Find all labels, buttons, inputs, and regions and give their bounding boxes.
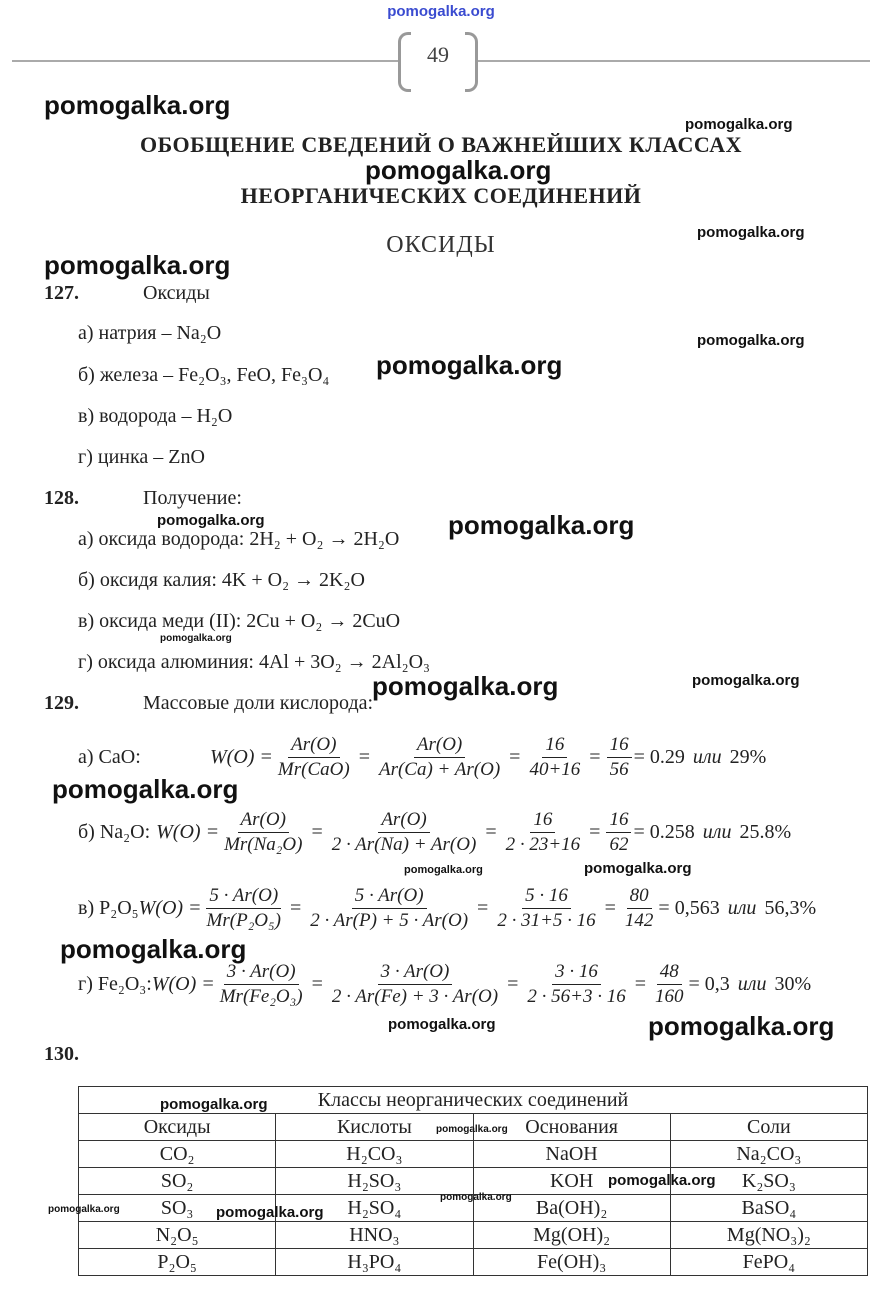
table-row	[79, 1168, 868, 1195]
table-cell: Fe(OH)₃	[473, 1249, 670, 1276]
fraction: $\frac{Ar(O)}{Ar(Ca) + Ar(O)}$	[378, 734, 501, 780]
table-row	[79, 1249, 868, 1276]
table-cell: SO₃	[79, 1195, 276, 1222]
equation-prefix: в) P₂O₅	[78, 897, 139, 919]
task-127-item: в) водорода – H₂O	[78, 405, 233, 427]
equation-lhs: W(O) =	[138, 897, 202, 919]
table-cell: CO₂	[79, 1141, 276, 1168]
watermark: pomogalka.org	[440, 1192, 512, 1203]
page-number: 49	[427, 42, 449, 67]
task-127-number: 127.	[44, 282, 79, 304]
equation-percent: 25.8%	[739, 821, 792, 843]
watermark: pomogalka.org	[608, 1172, 716, 1189]
fraction: $\frac{16}{62}$	[606, 808, 631, 857]
column-header: Соли	[670, 1114, 867, 1141]
equation-prefix: г) Fe₂O₃:	[78, 973, 152, 995]
table-cell: Mg(OH)₂	[473, 1222, 670, 1249]
watermark: pomogalka.org	[44, 250, 231, 280]
task-129-number: 129.	[44, 692, 79, 714]
watermark: pomogalka.org	[448, 510, 635, 540]
table-cell: NaOH	[473, 1141, 670, 1168]
equation-or: или	[692, 746, 722, 768]
watermark: pomogalka.org	[697, 332, 805, 349]
table-cell: H₂SO₃	[276, 1168, 473, 1195]
equation-percent: 56,3%	[764, 897, 817, 919]
fraction: $\frac{16}{40+16}$	[529, 734, 581, 780]
task-127-item: б) железа – Fe₂O₃, FeO, Fe₃O₄	[78, 364, 330, 386]
equation-prefix: б) Na₂O:	[78, 821, 151, 843]
header-rule-right	[476, 60, 870, 62]
equation-or: или	[737, 973, 767, 995]
fraction: $\frac{16}{56}$	[607, 733, 632, 782]
watermark: pomogalka.org	[697, 224, 805, 241]
equation-result: = 0,563	[658, 897, 720, 919]
equation-prefix: а) CaO:	[78, 746, 141, 768]
table-cell: K₂SO₃	[670, 1168, 867, 1195]
fraction: $\frac{Ar(O)}{\text{Mr(CaO)}}$	[277, 734, 350, 780]
task-128-item: г) оксида алюминия: 4Al + 3O₂ → 2Al₂O₃	[78, 651, 431, 673]
table-row	[79, 1222, 868, 1249]
column-header: Основания	[473, 1114, 670, 1141]
table-cell: H₂CO₃	[276, 1141, 473, 1168]
watermark: pomogalka.org	[160, 1096, 268, 1113]
table-cell: KOH	[473, 1168, 670, 1195]
fraction: $\frac{80}{142}$	[624, 885, 654, 931]
watermark: pomogalka.org	[160, 633, 232, 644]
watermark: pomogalka.org	[365, 155, 552, 185]
watermark: pomogalka.org	[52, 774, 239, 804]
fraction: $\frac{5 \cdot 16}{2 \cdot 31+5 \cdot 16}$	[497, 885, 596, 931]
fraction: $\frac{3 \cdot 16}{2 \cdot 56+3 \cdot 16}$	[527, 961, 626, 1007]
task-130-number: 130.	[44, 1043, 79, 1065]
mass-fraction-equation-c: в) P₂O₅ W(O) = $\frac{5 \cdot Ar(O)}{\text{Mr(P₂O₅)}}$ = $\frac{5 \cdot Ar(O)}{2 \cdot Ar(P) + 5 \cdot Ar(O)}$ = $\frac{5 \cdot 16}{2 \cdot 31+5 \cdot 16}$ = $\frac{80}{142}$ = 0,563 или 56,3%	[78, 885, 817, 931]
top-watermark: pomogalka.org	[387, 3, 495, 20]
watermark: pomogalka.org	[376, 350, 563, 380]
mass-fraction-equation-a: а) CaO: W(O) = $\frac{Ar(O)}{\text{Mr(CaO)}}$ = $\frac{Ar(O)}{Ar(Ca) + Ar(O)}$ = $\frac{16}{40+16}$ = $\frac{16}{56}$ = 0.29 или 29%	[78, 734, 767, 780]
table-cell: HNO₃	[276, 1222, 473, 1249]
watermark: pomogalka.org	[44, 90, 231, 120]
table-cell: BaSO₄	[670, 1195, 867, 1222]
table-cell: P₂O₅	[79, 1249, 276, 1276]
table-cell: Ba(OH)₂	[473, 1195, 670, 1222]
column-header: Кислоты	[276, 1114, 473, 1141]
equation-result: = 0,3	[688, 973, 730, 995]
watermark: pomogalka.org	[48, 1204, 120, 1215]
equation-lhs: W(O) =	[210, 746, 273, 768]
task-128-item: а) оксида водорода: 2H₂ + O₂ → 2H₂O	[78, 528, 400, 550]
watermark: pomogalka.org	[60, 934, 247, 964]
task-128-item: б) оксидя калия: 4K + O₂ → 2K₂O	[78, 569, 365, 591]
page-number-box	[398, 32, 478, 86]
equation-or: или	[702, 821, 732, 843]
watermark: pomogalka.org	[584, 860, 692, 877]
watermark: pomogalka.org	[685, 116, 793, 133]
mass-fraction-equation-d: г) Fe₂O₃: W(O) = $\frac{3 \cdot Ar(O)}{\text{Mr(Fe₂O₃)}}$ = $\frac{3 \cdot Ar(O)}{2 \cdot Ar(Fe) + 3 \cdot Ar(O)}$ = $\frac{3 \cdot 16}{2 \cdot 56+3 \cdot 16}$ = $\frac{48}{160}$ = 0,3 или 30%	[78, 961, 812, 1007]
fraction: $\frac{3 \cdot Ar(O)}{\text{Mr(Fe₂O₃)}}$	[219, 961, 303, 1007]
equation-lhs: W(O) =	[151, 973, 215, 995]
equation-lhs: W(O) =	[156, 821, 220, 843]
watermark: pomogalka.org	[648, 1011, 835, 1041]
equation-percent: 30%	[774, 973, 812, 995]
mass-fraction-equation-b: б) Na₂O: W(O) = $\frac{Ar(O)}{\text{Mr(Na₂O)}}$ = $\frac{Ar(O)}{2 \cdot Ar(Na) + Ar(O)}$ = $\frac{16}{2 \cdot 23+16}$ = $\frac{16}{62}$ = 0.258 или 25.8%	[78, 809, 792, 855]
watermark: pomogalka.org	[157, 512, 265, 529]
equation-or: или	[727, 897, 757, 919]
task-127-item: г) цинка – ZnO	[78, 446, 205, 468]
task-128-item: в) оксида меди (II): 2Cu + O₂ → 2CuO	[78, 610, 401, 632]
table-cell: H₂SO₄	[276, 1195, 473, 1222]
watermark: pomogalka.org	[372, 671, 559, 701]
task-127-item: а) натрия – Na₂O	[78, 322, 222, 344]
equation-result: = 0.258	[633, 821, 695, 843]
section-title: ОКСИДЫ	[386, 232, 496, 258]
task-127-label: Оксиды	[143, 282, 210, 304]
table-cell: H₃PO₄	[276, 1249, 473, 1276]
fraction: $\frac{Ar(O)}{2 \cdot Ar(Na) + Ar(O)}$	[331, 809, 477, 855]
watermark: pomogalka.org	[692, 672, 800, 689]
table-caption: Классы неорганических соединений	[79, 1087, 868, 1114]
fraction: $\frac{16}{2 \cdot 23+16}$	[505, 809, 581, 855]
compound-classes-table	[78, 1086, 868, 1276]
watermark: pomogalka.org	[436, 1124, 508, 1135]
watermark: pomogalka.org	[216, 1204, 324, 1221]
fraction: $\frac{48}{160}$	[654, 961, 684, 1007]
fraction: $\frac{Ar(O)}{\text{Mr(Na₂O)}}$	[224, 809, 303, 855]
fraction: $\frac{5 \cdot Ar(O)}{2 \cdot Ar(P) + 5 \cdot Ar(O)}$	[310, 885, 469, 931]
watermark: pomogalka.org	[404, 864, 483, 876]
table-cell: Mg(NO₃)₂	[670, 1222, 867, 1249]
table-cell: Na₂CO₃	[670, 1141, 867, 1168]
watermark: pomogalka.org	[388, 1016, 496, 1033]
chapter-title-line2: НЕОРГАНИЧЕСКИХ СОЕДИНЕНИЙ	[240, 183, 642, 208]
task-128-number: 128.	[44, 487, 79, 509]
fraction: $\frac{3 \cdot Ar(O)}{2 \cdot Ar(Fe) + 3 \cdot Ar(O)}$	[331, 961, 499, 1007]
task-129-label: Массовые доли кислорода:	[143, 692, 374, 714]
equation-result: = 0.29	[633, 746, 685, 768]
table-cell: FePO₄	[670, 1249, 867, 1276]
header-rule-left	[12, 60, 400, 62]
chapter-title-line1: ОБОБЩЕНИЕ СВЕДЕНИЙ О ВАЖНЕЙШИХ КЛАССАХ	[140, 132, 742, 157]
fraction: $\frac{5 \cdot Ar(O)}{\text{Mr(P₂O₅)}}$	[206, 885, 281, 931]
table-cell: SO₂	[79, 1168, 276, 1195]
task-128-label: Получение:	[143, 487, 242, 509]
table-row	[79, 1141, 868, 1168]
column-header: Оксиды	[79, 1114, 276, 1141]
equation-percent: 29%	[729, 746, 767, 768]
table-cell: N₂O₅	[79, 1222, 276, 1249]
